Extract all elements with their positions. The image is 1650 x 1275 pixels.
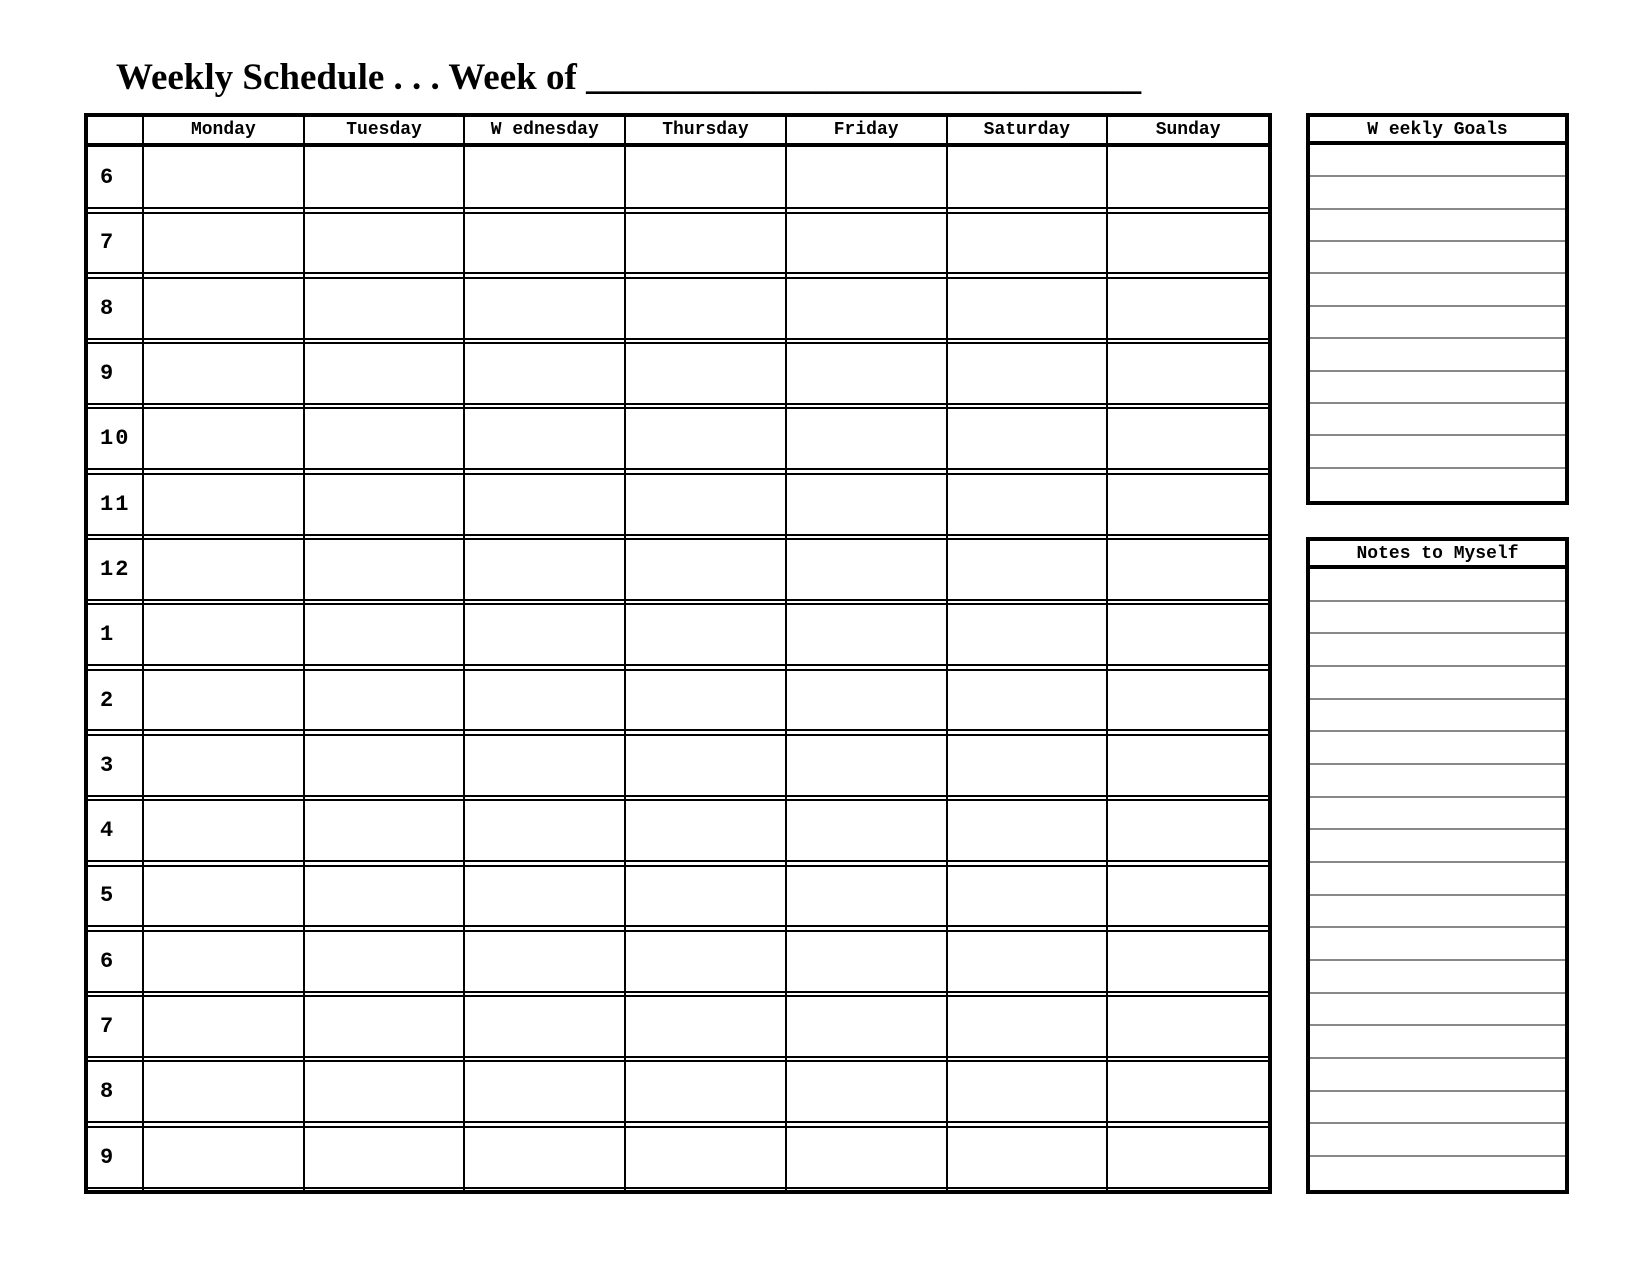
schedule-cell[interactable] <box>625 474 786 535</box>
schedule-cell[interactable] <box>304 213 465 274</box>
schedule-cell[interactable] <box>947 539 1108 600</box>
schedule-cell[interactable] <box>143 474 304 535</box>
schedule-cell[interactable] <box>947 604 1108 665</box>
goal-line[interactable] <box>1310 274 1565 306</box>
schedule-cell[interactable] <box>625 1061 786 1122</box>
note-line[interactable] <box>1310 700 1565 733</box>
note-line[interactable] <box>1310 961 1565 994</box>
schedule-cell[interactable] <box>143 735 304 796</box>
schedule-cell[interactable] <box>947 931 1108 992</box>
schedule-cell[interactable] <box>786 145 947 208</box>
schedule-cell[interactable] <box>143 996 304 1057</box>
schedule-cell[interactable] <box>625 735 786 796</box>
time-slot-row <box>88 278 1268 339</box>
notes-box <box>1306 537 1569 1194</box>
schedule-cell[interactable] <box>786 474 947 535</box>
schedule-cell[interactable] <box>143 931 304 992</box>
hour-label: 8 <box>88 1061 143 1122</box>
hour-label: 6 <box>88 145 143 208</box>
time-slot-row <box>88 408 1268 469</box>
time-slot-row <box>88 1188 1268 1191</box>
schedule-cell[interactable] <box>304 1127 465 1188</box>
schedule-cell[interactable] <box>947 1127 1108 1188</box>
time-slot-row <box>88 145 1268 208</box>
corner-cell <box>88 117 143 145</box>
schedule-cell[interactable] <box>947 800 1108 861</box>
schedule-cell[interactable] <box>947 996 1108 1057</box>
schedule-cell[interactable] <box>464 343 625 404</box>
schedule-cell[interactable] <box>1107 670 1268 731</box>
hour-label: 4 <box>88 800 143 861</box>
schedule-cell[interactable] <box>786 213 947 274</box>
note-line[interactable] <box>1310 1124 1565 1157</box>
schedule-cell[interactable] <box>143 278 304 339</box>
schedule-cell[interactable] <box>304 1061 465 1122</box>
day-header: W ednesday <box>464 117 625 145</box>
schedule-cell[interactable] <box>304 604 465 665</box>
schedule-cell[interactable] <box>464 735 625 796</box>
schedule-cell[interactable] <box>947 1061 1108 1122</box>
schedule-cell[interactable] <box>304 800 465 861</box>
time-slot-row <box>88 539 1268 600</box>
notes-title: Notes to Myself <box>1310 541 1565 569</box>
schedule-grid <box>84 113 1272 1194</box>
schedule-cell[interactable] <box>625 213 786 274</box>
day-header: Saturday <box>947 117 1108 145</box>
schedule-cell[interactable] <box>304 1188 465 1191</box>
note-line[interactable] <box>1310 896 1565 929</box>
schedule-cell[interactable] <box>1107 996 1268 1057</box>
schedule-cell[interactable] <box>143 1061 304 1122</box>
schedule-cell[interactable] <box>1107 604 1268 665</box>
schedule-cell[interactable] <box>947 343 1108 404</box>
schedule-cell[interactable] <box>304 343 465 404</box>
goal-line[interactable] <box>1310 469 1565 501</box>
schedule-cell[interactable] <box>1107 800 1268 861</box>
note-line[interactable] <box>1310 765 1565 798</box>
note-line[interactable] <box>1310 732 1565 765</box>
day-header: Monday <box>143 117 304 145</box>
schedule-cell[interactable] <box>786 539 947 600</box>
schedule-cell[interactable] <box>143 145 304 208</box>
schedule-cell[interactable] <box>143 866 304 927</box>
schedule-cell[interactable] <box>625 343 786 404</box>
schedule-cell[interactable] <box>1107 343 1268 404</box>
schedule-cell[interactable] <box>786 931 947 992</box>
note-line[interactable] <box>1310 667 1565 700</box>
schedule-cell[interactable] <box>947 735 1108 796</box>
schedule-cell[interactable] <box>304 278 465 339</box>
hour-label: 1 <box>88 604 143 665</box>
hour-label: 3 <box>88 735 143 796</box>
schedule-cell[interactable] <box>143 343 304 404</box>
schedule-cell[interactable] <box>625 931 786 992</box>
schedule-cell[interactable] <box>464 866 625 927</box>
goal-line[interactable] <box>1310 436 1565 468</box>
schedule-cell[interactable] <box>625 145 786 208</box>
hour-label: 2 <box>88 670 143 731</box>
schedule-cell[interactable] <box>1107 1188 1268 1191</box>
note-line[interactable] <box>1310 1092 1565 1125</box>
schedule-table <box>88 117 1268 1190</box>
day-header: Friday <box>786 117 947 145</box>
schedule-cell[interactable] <box>143 1127 304 1188</box>
schedule-cell[interactable] <box>625 604 786 665</box>
schedule-cell[interactable] <box>947 866 1108 927</box>
schedule-cell[interactable] <box>464 145 625 208</box>
schedule-cell[interactable] <box>947 1188 1108 1191</box>
time-slot-row <box>88 213 1268 274</box>
week-of-blank: ______________________________ <box>586 57 1142 98</box>
note-line[interactable] <box>1310 830 1565 863</box>
schedule-cell[interactable] <box>1107 213 1268 274</box>
weekly-goals-lines <box>1310 145 1565 501</box>
note-line[interactable] <box>1310 602 1565 635</box>
time-slot-row <box>88 931 1268 992</box>
schedule-cell[interactable] <box>304 996 465 1057</box>
schedule-cell[interactable] <box>1107 539 1268 600</box>
note-line[interactable] <box>1310 994 1565 1027</box>
note-line[interactable] <box>1310 863 1565 896</box>
schedule-cell[interactable] <box>947 213 1108 274</box>
day-header: Thursday <box>625 117 786 145</box>
schedule-cell[interactable] <box>304 670 465 731</box>
schedule-cell[interactable] <box>304 408 465 469</box>
time-slot-row <box>88 670 1268 731</box>
schedule-cell[interactable] <box>1107 278 1268 339</box>
time-slot-row <box>88 1127 1268 1188</box>
schedule-cell[interactable] <box>786 408 947 469</box>
time-slot-row <box>88 343 1268 404</box>
schedule-cell[interactable] <box>143 213 304 274</box>
time-slot-row <box>88 474 1268 535</box>
schedule-cell[interactable] <box>1107 1127 1268 1188</box>
hour-label: 8 <box>88 278 143 339</box>
schedule-cell[interactable] <box>1107 474 1268 535</box>
schedule-cell[interactable] <box>143 604 304 665</box>
note-line[interactable] <box>1310 1059 1565 1092</box>
schedule-cell[interactable] <box>1107 735 1268 796</box>
goal-line[interactable] <box>1310 242 1565 274</box>
schedule-cell[interactable] <box>464 278 625 339</box>
goal-line[interactable] <box>1310 177 1565 209</box>
schedule-cell[interactable] <box>786 343 947 404</box>
schedule-cell[interactable] <box>143 408 304 469</box>
note-line[interactable] <box>1310 569 1565 602</box>
time-slot-row <box>88 996 1268 1057</box>
schedule-cell[interactable] <box>143 539 304 600</box>
schedule-cell[interactable] <box>786 670 947 731</box>
schedule-cell[interactable] <box>464 539 625 600</box>
schedule-cell[interactable] <box>625 670 786 731</box>
schedule-cell[interactable] <box>947 278 1108 339</box>
schedule-cell[interactable] <box>1107 145 1268 208</box>
schedule-cell[interactable] <box>947 145 1108 208</box>
page-title <box>116 56 1141 99</box>
goal-line[interactable] <box>1310 307 1565 339</box>
hour-label: 10 <box>88 408 143 469</box>
note-line[interactable] <box>1310 634 1565 667</box>
schedule-cell[interactable] <box>786 866 947 927</box>
schedule-cell[interactable] <box>464 1061 625 1122</box>
schedule-cell[interactable] <box>1107 1061 1268 1122</box>
schedule-cell[interactable] <box>947 408 1108 469</box>
schedule-cell[interactable] <box>464 670 625 731</box>
schedule-cell[interactable] <box>947 474 1108 535</box>
schedule-cell[interactable] <box>464 408 625 469</box>
schedule-cell[interactable] <box>304 735 465 796</box>
schedule-cell[interactable] <box>464 800 625 861</box>
hour-label: 7 <box>88 213 143 274</box>
notes-lines <box>1310 569 1565 1190</box>
schedule-cell[interactable] <box>464 996 625 1057</box>
schedule-cell[interactable] <box>625 1188 786 1191</box>
schedule-cell[interactable] <box>786 996 947 1057</box>
schedule-cell[interactable] <box>143 800 304 861</box>
schedule-cell[interactable] <box>1107 866 1268 927</box>
schedule-cell[interactable] <box>786 1127 947 1188</box>
weekly-goals-title: W eekly Goals <box>1310 117 1565 145</box>
schedule-cell[interactable] <box>947 670 1108 731</box>
schedule-cell[interactable] <box>786 604 947 665</box>
schedule-cell[interactable] <box>304 539 465 600</box>
schedule-cell[interactable] <box>625 996 786 1057</box>
goal-line[interactable] <box>1310 339 1565 371</box>
goal-line[interactable] <box>1310 210 1565 242</box>
goal-line[interactable] <box>1310 145 1565 177</box>
time-slot-row <box>88 866 1268 927</box>
schedule-cell[interactable] <box>786 1188 947 1191</box>
schedule-cell[interactable] <box>625 866 786 927</box>
schedule-cell[interactable] <box>786 800 947 861</box>
schedule-cell[interactable] <box>304 931 465 992</box>
day-header-row <box>88 117 1268 145</box>
title-text: Weekly Schedule . . . Week of <box>116 57 577 98</box>
weekly-goals-box <box>1306 113 1569 505</box>
note-line[interactable] <box>1310 928 1565 961</box>
hour-label: 5 <box>88 866 143 927</box>
schedule-cell[interactable] <box>143 1188 304 1191</box>
schedule-cell[interactable] <box>464 474 625 535</box>
hour-label: 6 <box>88 931 143 992</box>
note-line[interactable] <box>1310 798 1565 831</box>
note-line[interactable] <box>1310 1026 1565 1059</box>
hour-label: 12 <box>88 539 143 600</box>
hour-label: 9 <box>88 343 143 404</box>
schedule-cell[interactable] <box>786 1061 947 1122</box>
schedule-cell[interactable] <box>304 866 465 927</box>
schedule-cell[interactable] <box>625 1127 786 1188</box>
hour-label: 7 <box>88 996 143 1057</box>
note-line[interactable] <box>1310 1157 1565 1190</box>
schedule-cell[interactable] <box>625 408 786 469</box>
schedule-cell[interactable] <box>625 800 786 861</box>
time-slot-row <box>88 735 1268 796</box>
time-slot-row <box>88 800 1268 861</box>
time-slot-row <box>88 1061 1268 1122</box>
schedule-cell[interactable] <box>464 213 625 274</box>
day-header: Tuesday <box>304 117 465 145</box>
schedule-cell[interactable] <box>786 735 947 796</box>
schedule-cell[interactable] <box>464 1188 625 1191</box>
schedule-cell[interactable] <box>464 931 625 992</box>
goal-line[interactable] <box>1310 404 1565 436</box>
goal-line[interactable] <box>1310 372 1565 404</box>
time-slot-row <box>88 604 1268 665</box>
hour-label: 11 <box>88 474 143 535</box>
schedule-cell[interactable] <box>143 670 304 731</box>
schedule-cell[interactable] <box>464 604 625 665</box>
schedule-cell[interactable] <box>304 474 465 535</box>
schedule-cell[interactable] <box>304 145 465 208</box>
schedule-cell[interactable] <box>625 539 786 600</box>
schedule-cell[interactable] <box>625 278 786 339</box>
schedule-cell[interactable] <box>1107 931 1268 992</box>
schedule-cell[interactable] <box>464 1127 625 1188</box>
hour-label: 9 <box>88 1127 143 1188</box>
half-hour-cell <box>88 1188 143 1191</box>
day-header: Sunday <box>1107 117 1268 145</box>
schedule-cell[interactable] <box>1107 408 1268 469</box>
schedule-cell[interactable] <box>786 278 947 339</box>
